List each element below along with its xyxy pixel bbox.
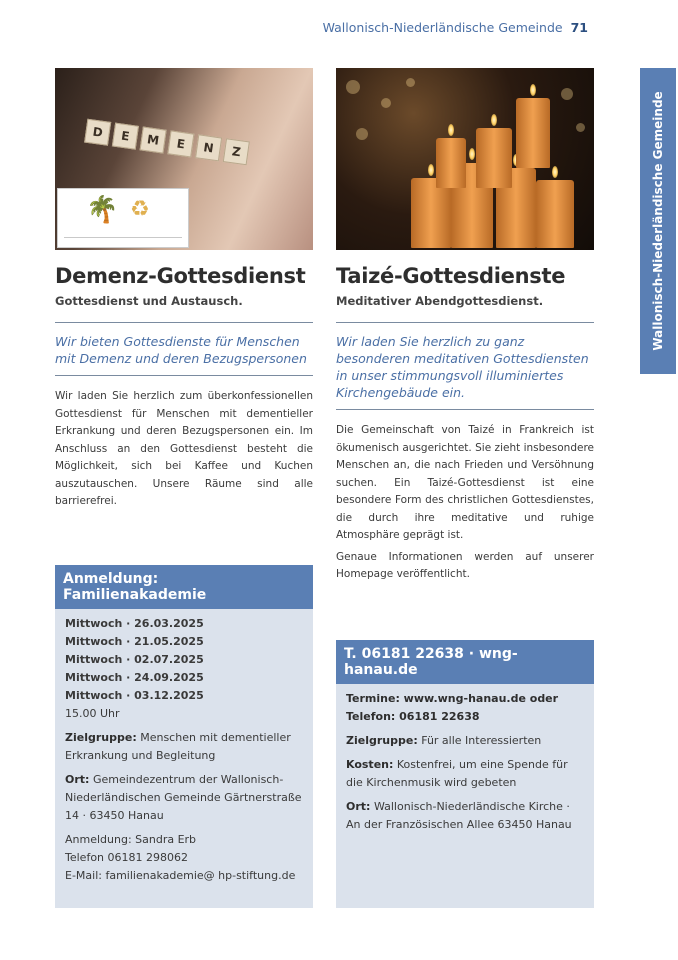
partner-logos: [57, 188, 189, 248]
candles-photo: [336, 68, 594, 250]
divider: [336, 322, 594, 323]
date-item: Mittwoch · 24.09.2025: [65, 671, 204, 684]
palm-logo-icon: 🌴: [86, 195, 119, 225]
section-title: Taizé-Gottesdienste: [336, 264, 566, 288]
body-text: Wir laden Sie herzlich zum überkonfessionellen Gottesdienst für Menschen mit dementieller Erkrankung und deren Bezugspersonen ein. Im Anschluss an den Gottesdienst besteht die Möglichkeit, sich bei Kaffee und Kuchen auszutauschen. Unsere Räume sind alle barrierefrei.: [55, 390, 313, 507]
contact-phone: Telefon 06181 298062: [65, 851, 188, 864]
lead-text: Wir laden Sie herzlich zu ganz besonderen meditativen Gottesdiensten in unser stimmungsvoll illuminiertes Kirchengebäude ein.: [336, 334, 589, 400]
contact-email[interactable]: E-Mail: familienakademie@ hp-stiftung.de: [65, 869, 296, 882]
side-tab: [640, 68, 676, 374]
date-item: Mittwoch · 26.03.2025: [65, 617, 204, 630]
contact-name: Anmeldung: Sandra Erb: [65, 833, 197, 846]
header-title: Wallonisch-Niederländische Gemeinde: [322, 20, 563, 35]
dates-info: Termine: www.wng-hanau.de oder Telefon: 06181 22638: [346, 692, 559, 723]
location: Ort: Gemeindezentrum der Wallonisch-Niederländischen Gemeinde Gärtnerstraße 14 · 63450 Hanau: [65, 773, 302, 822]
costs: Kosten: Kostenfrei, um eine Spende für die Kirchenmusik wird gebeten: [346, 758, 568, 789]
date-list: [65, 615, 303, 705]
body-text: Die Gemeinschaft von Taizé in Frankreich ist ökumenisch ausgerichtet. Sie zieht insbesondere Menschen an, die nach Frieden und Versöhnung suchen. Ein Taizé-Gottesdienst ist eine besondere Form des christlichen Gottesdienstes, die durch ihre meditative und ruhige Atmosphäre geprägt ist.: [336, 424, 594, 541]
tile: D: [84, 119, 111, 146]
taize-column: [336, 68, 594, 584]
dementia-column: [55, 68, 313, 511]
tile: Z: [223, 138, 250, 165]
box-heading: Anmeldung: Familienakademie: [55, 565, 313, 609]
divider: [55, 375, 313, 376]
tile: M: [140, 126, 167, 153]
ribbon-logo-icon: ♻: [130, 197, 150, 222]
date-item: Mittwoch · 02.07.2025: [65, 653, 204, 666]
dementia-photo: [55, 68, 313, 250]
divider: [336, 409, 594, 410]
body-text-2: Genaue Informationen werden auf unserer Homepage veröffentlicht.: [336, 550, 594, 580]
letter-tiles: [84, 119, 250, 166]
target-group: Zielgruppe: Menschen mit dementieller Erkrankung und Begleitung: [65, 731, 291, 762]
page-number: 71: [570, 20, 588, 35]
divider: [55, 322, 313, 323]
logo-fine-print: [64, 237, 182, 244]
location: Ort: Wallonisch-Niederländische Kirche · An der Französischen Allee 63450 Hanau: [346, 800, 572, 831]
tile: E: [167, 130, 194, 157]
page-header: [323, 20, 588, 35]
registration-box: [55, 565, 313, 908]
section-title: Demenz-Gottesdienst: [55, 264, 306, 288]
lead-text: Wir bieten Gottesdienste für Menschen mit Demenz und deren Bezugspersonen: [55, 334, 307, 366]
tile: E: [112, 123, 139, 150]
target-group: Zielgruppe: Für alle Interessierten: [346, 734, 542, 747]
section-subtitle: Meditativer Abendgottesdienst.: [336, 294, 544, 308]
time: 15.00 Uhr: [65, 707, 120, 720]
date-item: Mittwoch · 21.05.2025: [65, 635, 204, 648]
box-heading[interactable]: T. 06181 22638 · wng-hanau.de: [336, 640, 594, 684]
section-subtitle: Gottesdienst und Austausch.: [55, 294, 243, 308]
tile: N: [195, 134, 222, 161]
date-item: Mittwoch · 03.12.2025: [65, 689, 204, 702]
info-box: [336, 640, 594, 908]
side-tab-label: Wallonisch-Niederländische Gemeinde: [651, 91, 665, 351]
